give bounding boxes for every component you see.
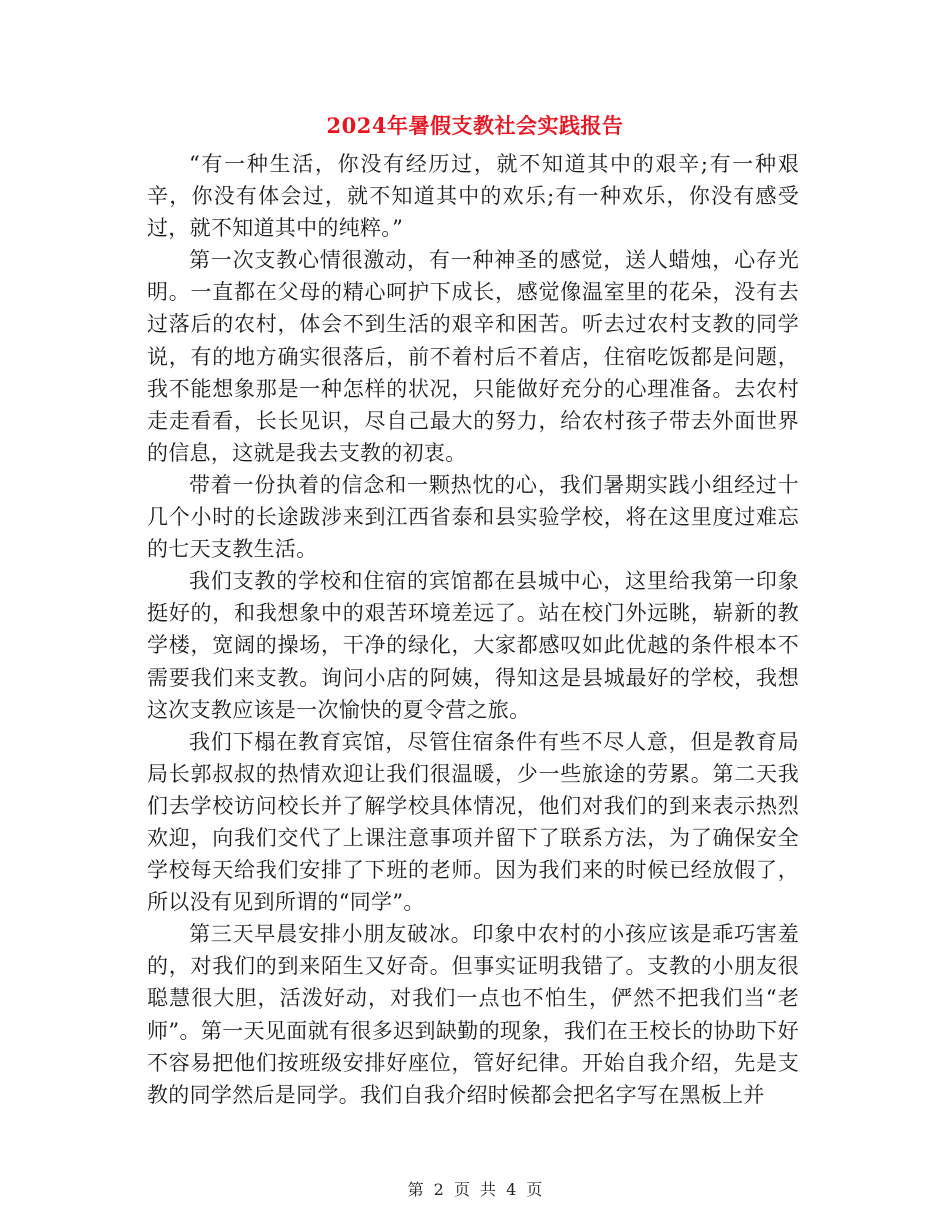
paragraph-quote: “有一种生活，你没有经历过，就不知道其中的艰辛;有一种艰辛，你没有体会过，就不知道其中的欢乐;有一种欢乐，你没有感受过，就不知道其中的纯粹。”: [147, 152, 799, 241]
paragraph-journey: 带着一份执着的信念和一颗热忱的心，我们暑期实践小组经过十几个小时的长途跋涉来到江西省泰和县实验学校，将在这里度过难忘的七天支教生活。: [147, 472, 799, 562]
document-title: 2024年暑假支教社会实践报告: [326, 113, 624, 138]
paragraph-icebreak: 第三天早晨安排小朋友破冰。印象中农村的小孩应该是乖巧害羞的，对我们的到来陌生又好奇。但事实证明我错了。支教的小朋友很聪慧很大胆，活泼好动，对我们一点也不怕生，俨然不把我们当“老师”。第一天见面就有很多迟到缺勤的现象，我们在王校长的协助下好不容易把他们按班级安排好座位，管好纪律。开始自我介绍，先是支教的同学然后是同学。我们自我介绍时候都会把名字写在黑板上并: [147, 922, 799, 1107]
paragraph-first-time: 第一次支教心情很激动，有一种神圣的感觉，送人蜡烛，心存光明。一直都在父母的精心呵护下成长，感觉像温室里的花朵，没有去过落后的农村，体会不到生活的艰辛和困苦。听去过农村支教的同学说，有的地方确实很落后，前不着村后不着店，住宿吃饭都是问题，我不能想象那是一种怎样的状况，只能做好充分的心理准备。去农村走走看看，长长见识，尽自己最大的努力，给农村孩子带去外面世界的信息，这就是我去支教的初衷。: [147, 248, 799, 465]
paragraph-hotel: 我们下榻在教育宾馆，尽管住宿条件有些不尽人意，但是教育局局长郭叔叔的热情欢迎让我们很温暖，少一些旅途的劳累。第二天我们去学校访问校长并了解学校具体情况，他们对我们的到来表示热烈欢迎，向我们交代了上课注意事项并留下了联系方法，为了确保安全学校每天给我们安排了下班的老师。因为我们来的时候已经放假了，所以没有见到所谓的“同学”。: [147, 729, 799, 915]
document-body: [147, 148, 799, 1111]
page-footer: 第 2 页 共 4 页: [407, 1180, 543, 1199]
paragraph-school: 我们支教的学校和住宿的宾馆都在县城中心，这里给我第一印象挺好的，和我想象中的艰苦环境差远了。站在校门外远眺，崭新的教学楼，宽阔的操场，干净的绿化，大家都感叹如此优越的条件根本不需要我们来支教。询问小店的阿姨，得知这是县城最好的学校，我想这次支教应该是一次愉快的夏令营之旅。: [147, 569, 799, 722]
